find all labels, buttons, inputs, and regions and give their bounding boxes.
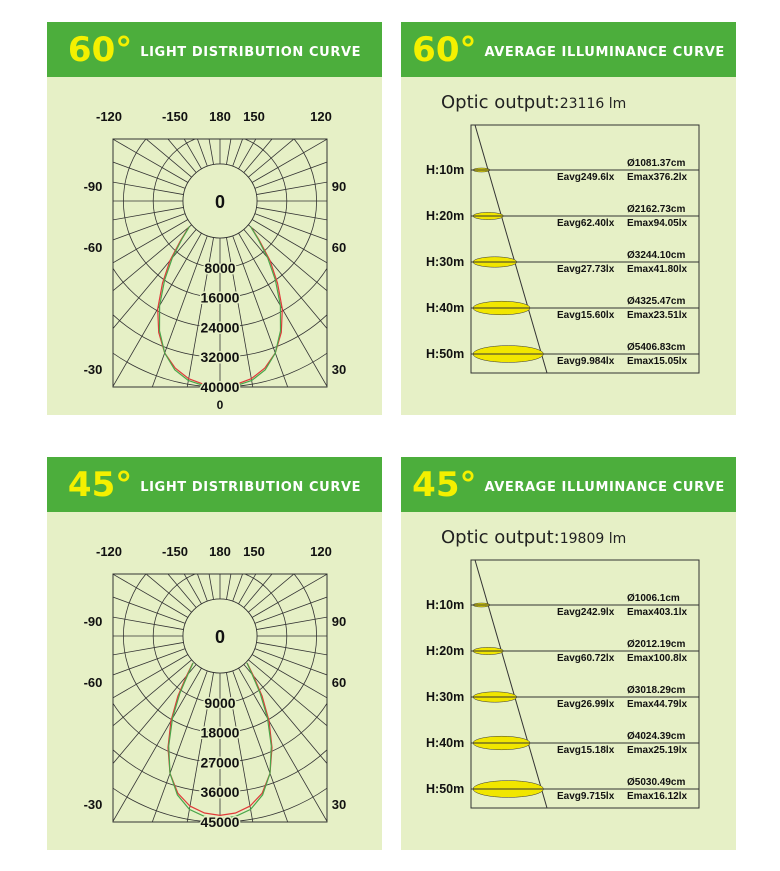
right-tick-label: 90 xyxy=(331,179,347,194)
optic-output-value: 23116 lm xyxy=(559,96,627,112)
radial-tick-label: 36000 xyxy=(200,784,240,801)
optic-output-value: 19809 lm xyxy=(559,531,627,547)
grid-spoke xyxy=(252,512,382,618)
eavg-label: Eavg9.984lx xyxy=(557,356,615,367)
height-label: H:10m xyxy=(426,163,465,177)
height-label: H:30m xyxy=(426,255,465,269)
panel-header xyxy=(47,22,382,77)
cone-edge xyxy=(475,125,547,373)
radial-tick-label: 16000 xyxy=(200,289,240,306)
grid-spoke xyxy=(47,512,185,623)
diameter-label: Ø3244.10cm xyxy=(627,250,686,261)
illuminance-chart xyxy=(401,22,736,415)
grid-spoke xyxy=(47,225,192,415)
panel-title: AVERAGE ILLUMINANCE CURVE xyxy=(484,480,725,495)
emax-label: Emax376.2lx xyxy=(627,172,688,183)
bottom-label: 0 xyxy=(216,398,224,412)
grid-spoke xyxy=(47,220,188,402)
radial-tick-label: 40000 xyxy=(200,379,240,395)
left-tick-label: -60 xyxy=(83,240,103,255)
grid-spoke xyxy=(248,225,382,415)
height-label: H:20m xyxy=(426,209,465,223)
eavg-label: Eavg26.99lx xyxy=(557,699,615,710)
top-tick-label: 180 xyxy=(209,109,231,124)
radial-tick-label: 18000 xyxy=(200,724,240,741)
right-tick-label: 90 xyxy=(331,614,347,629)
emax-label: Emax25.19lx xyxy=(627,745,688,756)
grid-spoke xyxy=(47,512,192,612)
top-tick-label: 150 xyxy=(243,109,265,124)
beam-angle-label: 45° xyxy=(412,464,477,505)
left-tick-label: -60 xyxy=(83,675,103,690)
panel-45-light-distribution xyxy=(47,457,382,850)
grid-spoke xyxy=(47,77,185,188)
panel-45-illuminance xyxy=(401,457,736,850)
height-label: H:40m xyxy=(426,301,465,315)
grid-spoke xyxy=(252,220,382,402)
grid-spoke xyxy=(248,660,382,850)
grid-spoke xyxy=(248,512,382,612)
eavg-label: Eavg242.9lx xyxy=(557,607,615,618)
emax-label: Emax403.1lx xyxy=(627,607,688,618)
eavg-label: Eavg62.40lx xyxy=(557,218,615,229)
radial-tick-label: 9000 xyxy=(204,694,236,711)
panel-title: AVERAGE ILLUMINANCE CURVE xyxy=(484,45,725,60)
panel-title: LIGHT DISTRIBUTION CURVE xyxy=(140,45,362,60)
left-tick-label: -30 xyxy=(83,362,103,377)
grid-spoke xyxy=(239,233,383,415)
right-tick-label: 30 xyxy=(331,362,347,377)
panel-60-illuminance xyxy=(401,22,736,415)
panel-header xyxy=(47,457,382,512)
diameter-label: Ø4325.47cm xyxy=(627,296,686,307)
right-tick-label: 30 xyxy=(331,797,347,812)
cone-edge xyxy=(475,560,547,808)
polar-chart xyxy=(47,512,382,850)
diameter-label: Ø2012.19cm xyxy=(627,639,686,650)
grid-spoke xyxy=(47,649,185,773)
optic-output-label: Optic output: xyxy=(441,527,560,548)
radial-tick-label: 8000 xyxy=(204,259,236,276)
radial-tick-label: 32000 xyxy=(200,349,240,366)
grid-spoke xyxy=(244,512,382,608)
radial-tick-label: 24000 xyxy=(200,319,240,336)
top-tick-label: -150 xyxy=(161,109,189,124)
left-tick-label: -90 xyxy=(83,179,103,194)
eavg-label: Eavg249.6lx xyxy=(557,172,615,183)
grid-spoke xyxy=(248,77,382,177)
right-tick-label: 60 xyxy=(331,240,347,255)
grid-spoke xyxy=(47,77,192,177)
emax-label: Emax100.8lx xyxy=(627,653,688,664)
center-label: 0 xyxy=(214,192,226,212)
panel-60-light-distribution xyxy=(47,22,382,415)
grid-spoke xyxy=(239,668,383,850)
top-tick-label: 120 xyxy=(310,109,332,124)
panel-title: LIGHT DISTRIBUTION CURVE xyxy=(140,480,362,495)
radial-tick-label: 27000 xyxy=(200,754,240,771)
top-tick-label: 180 xyxy=(209,544,231,559)
emax-label: Emax16.12lx xyxy=(627,791,688,802)
grid-spoke xyxy=(252,77,382,183)
grid-spoke xyxy=(255,512,382,623)
left-tick-label: -30 xyxy=(83,797,103,812)
grid-spoke xyxy=(47,512,196,608)
right-tick-label: 60 xyxy=(331,675,347,690)
height-label: H:40m xyxy=(426,736,465,750)
top-tick-label: -120 xyxy=(95,544,123,559)
diameter-label: Ø2162.73cm xyxy=(627,204,686,215)
diameter-label: Ø3018.29cm xyxy=(627,685,686,696)
top-tick-label: -120 xyxy=(95,109,123,124)
eavg-label: Eavg15.60lx xyxy=(557,310,615,321)
grid-spoke xyxy=(47,77,196,173)
height-label: H:30m xyxy=(426,690,465,704)
diameter-label: Ø4024.39cm xyxy=(627,731,686,742)
grid-spoke xyxy=(47,77,188,183)
polar-chart xyxy=(47,77,382,415)
height-label: H:20m xyxy=(426,644,465,658)
eavg-label: Eavg60.72lx xyxy=(557,653,615,664)
eavg-label: Eavg9.715lx xyxy=(557,791,615,802)
emax-label: Emax15.05lx xyxy=(627,356,688,367)
diameter-label: Ø1081.37cm xyxy=(627,158,686,169)
center-label: 0 xyxy=(214,627,226,647)
grid-spoke xyxy=(47,512,188,618)
diameter-label: Ø1006.1cm xyxy=(627,593,680,604)
illuminance-chart xyxy=(401,457,736,850)
top-tick-label: 150 xyxy=(243,544,265,559)
grid-spoke xyxy=(244,77,382,173)
height-label: H:50m xyxy=(426,782,465,796)
top-tick-label: -150 xyxy=(161,544,189,559)
radial-tick-label: 45000 xyxy=(200,814,240,830)
top-tick-label: 120 xyxy=(310,544,332,559)
height-label: H:10m xyxy=(426,598,465,612)
grid-spoke xyxy=(255,77,382,188)
beam-angle-label: 45° xyxy=(67,464,133,505)
emax-label: Emax23.51lx xyxy=(627,310,688,321)
beam-angle-label: 60° xyxy=(67,29,133,70)
grid-spoke xyxy=(47,660,192,850)
diameter-label: Ø5030.49cm xyxy=(627,777,686,788)
grid-spoke xyxy=(47,655,188,837)
eavg-label: Eavg27.73lx xyxy=(557,264,615,275)
height-label: H:50m xyxy=(426,347,465,361)
emax-label: Emax44.79lx xyxy=(627,699,688,710)
eavg-label: Eavg15.18lx xyxy=(557,745,615,756)
diameter-label: Ø5406.83cm xyxy=(627,342,686,353)
left-tick-label: -90 xyxy=(83,614,103,629)
emax-label: Emax94.05lx xyxy=(627,218,688,229)
beam-angle-label: 60° xyxy=(412,29,477,70)
optic-output-label: Optic output: xyxy=(441,92,560,113)
emax-label: Emax41.80lx xyxy=(627,264,688,275)
